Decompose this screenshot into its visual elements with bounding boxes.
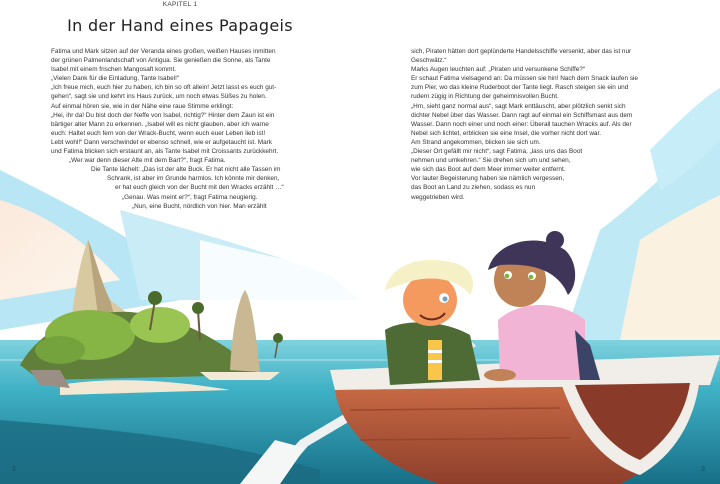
text-line: der grünen Palmenlandschaft von Antigua. Sie genießen die Sonne, als Tante — [51, 57, 271, 65]
text-line: und Fatima blicken sich erstaunt an, als Tante Isabel mit Croissants zurückkehrt. — [51, 148, 279, 156]
page-number-left: 2 — [12, 466, 16, 473]
text-line: zum Pier, wo das kleine Ruderboot der Tante liegt. Rasch steigen sie ein und — [411, 84, 629, 92]
chapter-title: In der Hand eines Papageis — [67, 16, 293, 35]
text-line: Wasser. Dann noch einer und noch einer: Überall tauchen Wracks auf. Als der — [411, 120, 632, 128]
text-line: Schrank, ist aber im Grunde harmlos. Ich könnte mir denken, — [107, 175, 280, 183]
text-line: Auf einmal hören sie, wie in der Nähe eine raue Stimme erklingt: — [51, 102, 234, 110]
boy-character — [385, 260, 480, 385]
text-line: „Vielen Dank für die Einladung, Tante Isabel!“ — [51, 75, 180, 83]
text-line: Marks Augen leuchten auf: „Piraten und versunkene Schiffe?“ — [411, 66, 585, 74]
text-line: euch: Haltet euch fern von der Wrack-Bucht, wenn euch euer Leben lieb ist! — [51, 129, 266, 137]
text-line: „Hm, sieht ganz normal aus“, sagt Mark enttäuscht, aber plötzlich senkt sich — [411, 102, 626, 110]
text-line: „Dieser Ort gefällt mir nicht“, sagt Fatima, „lass uns das Boot — [411, 148, 583, 156]
text-line: Isabel mit einem frischen Mangosaft kommt. — [51, 66, 177, 74]
right-page-text — [411, 47, 638, 202]
text-line: bärtiger alter Mann zu erkennen. „Isabel will es nicht glauben, aber ich warne — [51, 120, 269, 128]
text-line: Geschwätz.“ — [411, 57, 447, 65]
text-line: sich, Piraten hätten dort geplünderte Handelsschiffe versenkt, aber das ist nur — [411, 48, 632, 55]
text-line: Vor lauter Begeisterung haben sie nämlich vergessen, — [411, 175, 565, 183]
text-line: gehen“, sagt sie und kehrt ins Haus zurück, um noch etwas Süßes zu holen. — [51, 93, 267, 101]
text-line: wie sich das Boot auf dem Meer immer weiter entfernt. — [411, 166, 566, 174]
text-line: Lebt wohl!“ Dann verschwindet er ebenso schnell, wie er aufgetaucht ist. Mark — [51, 138, 272, 146]
page-number-right: 3 — [701, 466, 705, 473]
text-line: das Boot an Land zu ziehen, sodass es nun — [411, 184, 535, 192]
text-line: Am Strand angekommen, blicken sie sich um. — [411, 138, 541, 146]
text-line: nehmen und umkehren.“ Sie drehen sich um und sehen, — [411, 157, 571, 165]
text-line: „Nun, eine Bucht, nördlich von hier. Man erzählt — [132, 202, 267, 210]
left-page-text — [51, 47, 284, 211]
text-line: Nebel sich lichtet, erblicken sie eine Insel, die vorher nicht dort war. — [411, 129, 602, 137]
text-line: „Wer war denn dieser Alte mit dem Bart?“, fragt Fatima. — [69, 157, 226, 165]
text-line: rudern zügig in Richtung der geheimnisvollen Bucht. — [411, 93, 559, 101]
text-line: Die Tante lächelt: „Das ist der alte Buck. Er hat nicht alle Tassen im — [91, 166, 281, 174]
text-line: Fatima und Mark sitzen auf der Veranda eines großen, weißen Hauses inmitten — [51, 48, 276, 55]
text-line: er hat euch gleich von der Bucht mit den Wracks erzählt …“ — [115, 184, 284, 192]
text-line: dichter Nebel über das Wasser. Dann ragt auf einmal ein Schiffsmast aus dem — [411, 111, 633, 119]
text-line: weggetrieben wird. — [411, 193, 465, 201]
text-line: „Ich freue mich, euch hier zu haben, ich bin so oft allein! Jetzt lasst es euch gut- — [51, 84, 277, 92]
text-line: „Hei, ihr da! Du bist doch der Neffe von Isabel, richtig?“ Hinter dem Zaun ist ein — [51, 111, 275, 119]
chapter-label: KAPITEL 1 — [162, 1, 198, 8]
text-line: Er schaut Fatima vielsagend an: Da müssen sie hin! Nach dem Snack laufen sie — [411, 75, 638, 83]
text-line: „Genau. Was meint er?“, fragt Fatima neugierig. — [122, 193, 258, 201]
